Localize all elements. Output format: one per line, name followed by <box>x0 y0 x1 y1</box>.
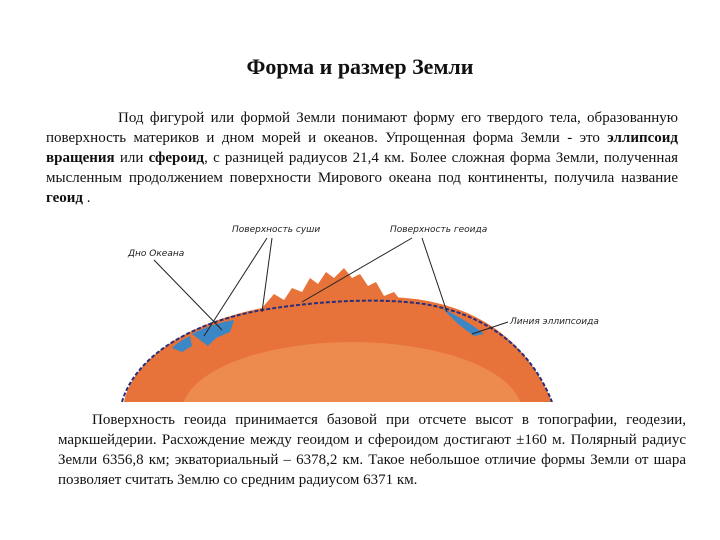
intro-text-4: . <box>83 190 91 206</box>
intro-text-3: , с разницей радиусов 21,4 км. Более сложная форма Земли, полученная мысленным продолжением поверхности Мирового океана под континенты, получила название <box>46 150 678 186</box>
intro-text-1: Под фигурой или формой Земли понимают форму его твердого тела, образованную поверхность материков и дном морей и океанов. Упрощенная форма Земли - это <box>46 110 678 146</box>
geoid-text: Поверхность геоида принимается базовой при отсчете высот в топографии, геодезии, маркшейдерии. Расхождение между геоидом и сфероидом достигают ±160 м. Полярный радиус Земли 6356,8 км; экваториальный – 6378,2 км. Такое небольшое отличие формы Земли от шара позволяет считать Землю со средним радиусом 6371 км. <box>58 412 686 488</box>
land-surface <box>262 268 422 316</box>
pointer-ocean <box>154 260 222 330</box>
geoid-paragraph <box>58 410 686 490</box>
label-land-surface: Поверхность суши <box>232 225 321 235</box>
term-geoid: геоид <box>46 190 84 206</box>
diagram-svg <box>112 212 612 402</box>
label-geoid-surface: Поверхность геоида <box>390 225 488 235</box>
label-ellipsoid-line: Линия эллипсоида <box>510 317 599 327</box>
earth-shape-diagram <box>112 212 612 402</box>
intro-paragraph <box>46 108 678 208</box>
intro-text-2: или <box>114 150 149 166</box>
term-ellipsoid: эллипсоид вращения <box>46 130 678 166</box>
page-title: Форма и размер Земли <box>246 54 474 79</box>
term-spheroid: сфероид <box>148 150 205 166</box>
label-ocean-floor: Дно Океана <box>128 249 185 259</box>
